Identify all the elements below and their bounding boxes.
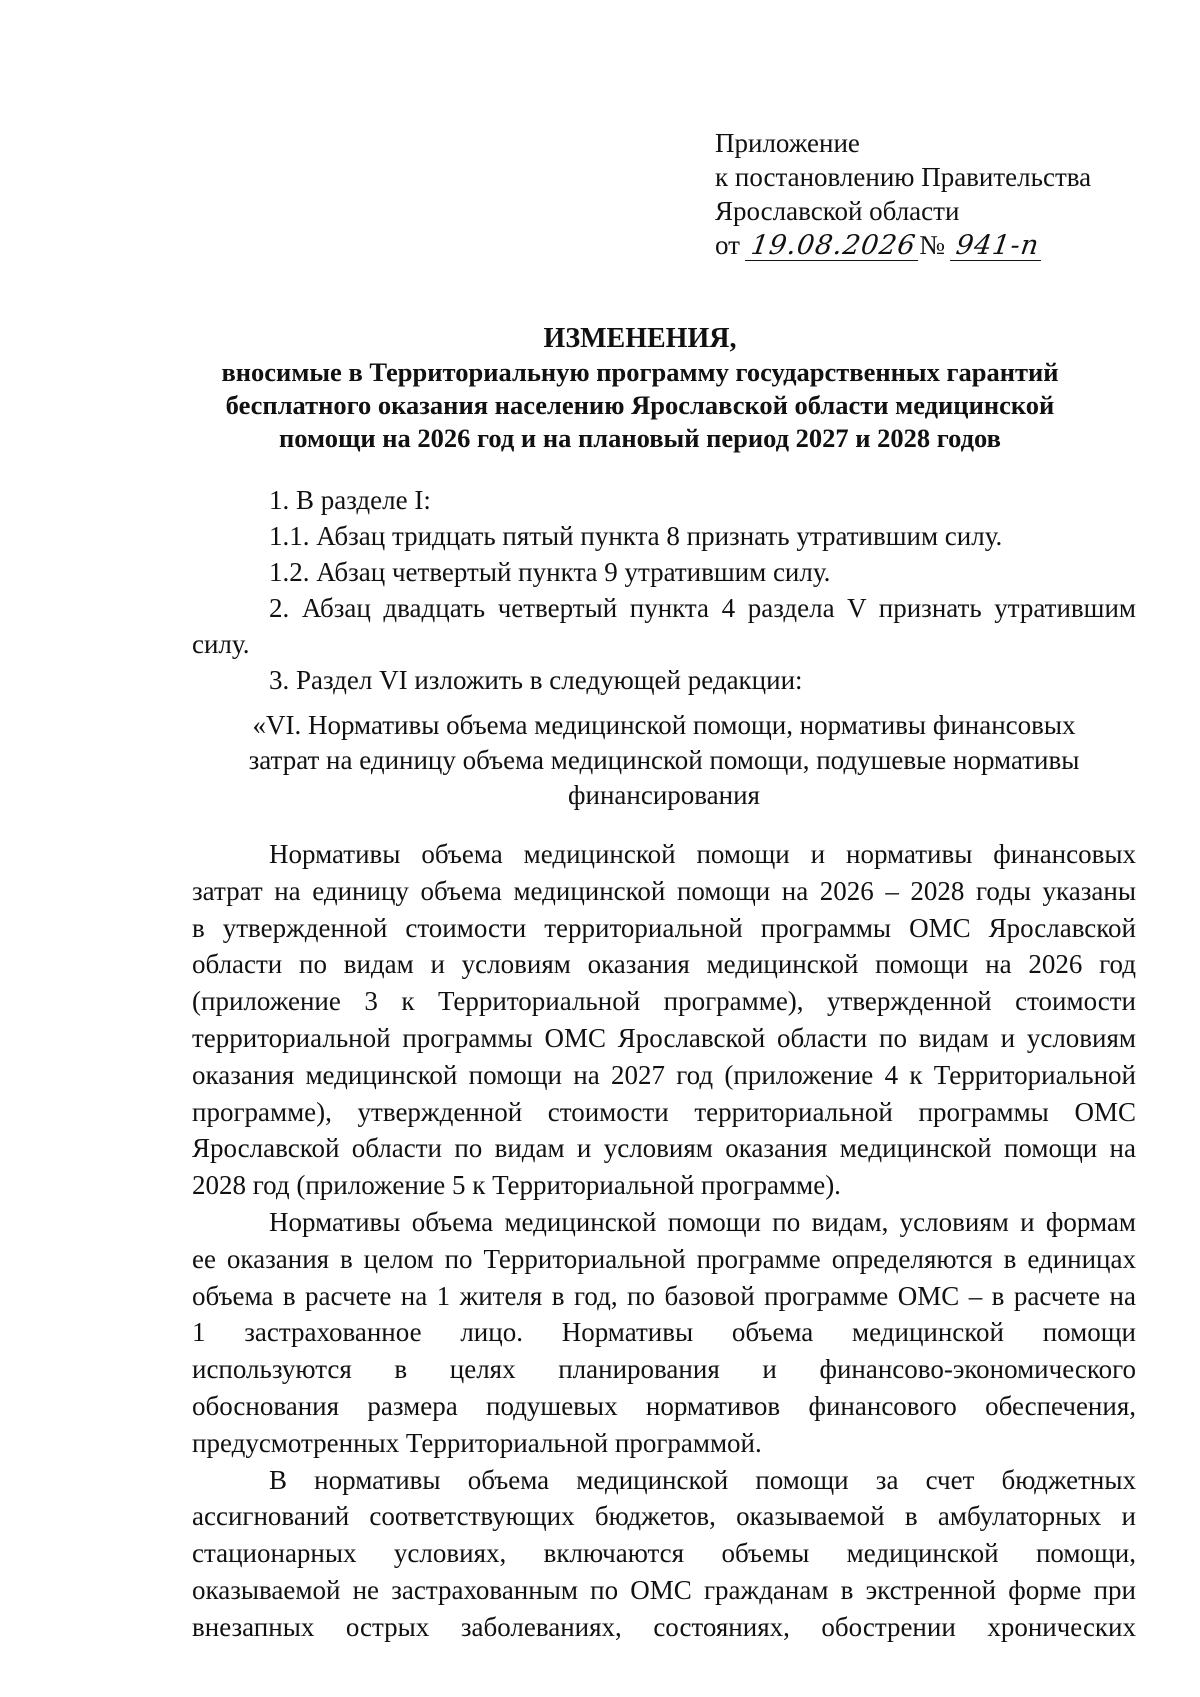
amendment-items	[192, 482, 1136, 698]
section-title-line-1: «VI. Нормативы объема медицинской помощи, нормативы финансовых	[252, 710, 1076, 740]
para1-line: территориальной программы ОМС Ярославской области по видам и условиям	[192, 1022, 1136, 1053]
para2-line: объема в расчете на 1 жителя в год, по базовой программе ОМС – в расчете на	[192, 1280, 1136, 1311]
item-1-1: 1.1. Абзац тридцать пятый пункта 8 признать утратившим силу.	[269, 521, 1003, 551]
para1-line: (приложение 3 к Территориальной программе), утвержденной стоимости	[192, 986, 1136, 1017]
number-sign: №	[919, 230, 946, 260]
para3-line: ассигнований соответствующих бюджетов, оказываемой в амбулаторных и	[192, 1501, 1136, 1532]
para1-line: в утвержденной стоимости территориальной программы ОМС Ярославской	[192, 912, 1136, 943]
date-prefix: от	[715, 230, 740, 260]
para3-line: внезапных острых заболеваниях, состояниях, обострении хронических	[192, 1611, 1136, 1642]
para2-line: 1 застрахованное лицо. Нормативы объема медицинской помощи	[192, 1317, 1136, 1348]
item-3: 3. Раздел VI изложить в следующей редакции:	[269, 665, 803, 695]
title-subline-3: помощи на 2026 год и на плановый период 2027 и 2028 годов	[279, 423, 1001, 453]
appendix-date-line	[715, 228, 1135, 262]
appendix-region-line: Ярославской области	[715, 196, 960, 226]
appendix-resolution-line: к постановлению Правительства	[715, 162, 1092, 192]
para1-line: 2028 год (приложение 5 к Территориальной программе).	[192, 1170, 841, 1201]
para1-line: Ярославской области по видам и условиям оказания медицинской помощи на	[192, 1133, 1136, 1164]
para2-line: обоснования размера подушевых нормативов финансового обеспечения,	[192, 1390, 1136, 1421]
para1-line: программе), утвержденной стоимости территориальной программы ОМС	[192, 1096, 1136, 1127]
item-1-2: 1.2. Абзац четвертый пункта 9 утратившим силу.	[269, 557, 831, 587]
title-subline-1: вносимые в Территориальную программу государственных гарантий	[221, 357, 1059, 387]
handwritten-number: 941-п	[950, 232, 1045, 261]
para1-line: затрат на единицу объема медицинской помощи на 2026 – 2028 годы указаны	[192, 875, 1136, 906]
para1-line: области по видам и условиям оказания медицинской помощи на 2026 год	[192, 949, 1136, 980]
handwritten-date: 19.08.2026	[745, 232, 922, 261]
section-title-line-2: затрат на единицу объема медицинской помощи, подушевые нормативы	[248, 745, 1080, 775]
section-vi-body	[192, 836, 1136, 1646]
item-2-line-2: силу.	[192, 629, 250, 659]
item-1: 1. В разделе I:	[269, 485, 431, 515]
section-vi-title	[192, 708, 1136, 813]
para2-line: предусмотренных Территориальной программой.	[192, 1427, 762, 1458]
appendix-header	[715, 126, 1135, 262]
title-subline-2: бесплатного оказания населению Ярославской области медицинской	[225, 390, 1055, 420]
section-title-line-3: финансирования	[568, 780, 760, 810]
para2-line: ее оказания в целом по Территориальной программе определяются в единицах	[192, 1243, 1136, 1274]
document-title	[160, 322, 1120, 455]
item-2-line-1: 2. Абзац двадцать четвертый пункта 4 раздела V признать утратившим	[269, 593, 1136, 623]
para3-line: стационарных условиях, включаются объемы медицинской помощи,	[192, 1538, 1136, 1569]
para1-line: оказания медицинской помощи на 2027 год (приложение 4 к Территориальной	[192, 1059, 1136, 1090]
para2-line: Нормативы объема медицинской помощи по видам, условиям и формам	[269, 1206, 1136, 1237]
appendix-label: Приложение	[715, 128, 860, 158]
para3-line: оказываемой не застрахованным по ОМС гражданам в экстренной форме при	[192, 1574, 1136, 1605]
para3-line: В нормативы объема медицинской помощи за счет бюджетных	[269, 1464, 1136, 1495]
para1-line: Нормативы объема медицинской помощи и нормативы финансовых	[269, 839, 1136, 869]
title-heading: ИЗМЕНЕНИЯ,	[543, 323, 737, 354]
para2-line: используются в целях планирования и финансово-экономического	[192, 1354, 1136, 1385]
